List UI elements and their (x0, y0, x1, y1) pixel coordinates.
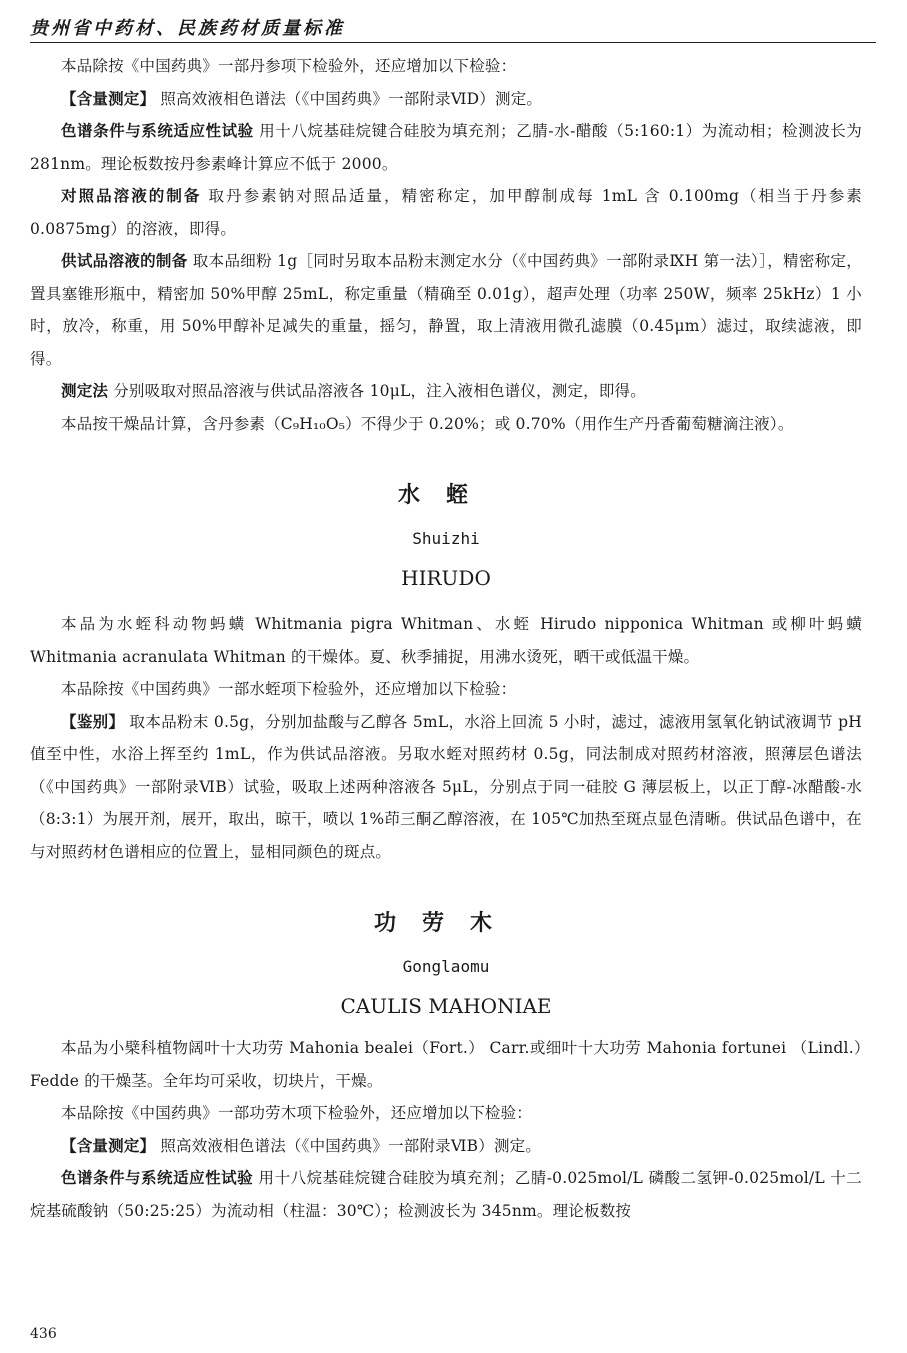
running-header (30, 10, 876, 43)
entry-gonglaomu (30, 906, 862, 1227)
paragraph (30, 375, 862, 408)
section-danshen-continued (30, 50, 862, 440)
paragraph-text: 本品除按《中国药典》一部丹参项下检验外，还应增加以下检验： (61, 57, 517, 75)
section-tag: 色谱条件与系统适应性试验 (61, 122, 254, 140)
entry-latin-name: HIRUDO (401, 566, 491, 590)
paragraph-text: 本品除按《中国药典》一部功劳木项下检验外，还应增加以下检验： (61, 1104, 533, 1122)
paragraph (30, 180, 862, 245)
paragraph-text: 取丹参素钠对照品适量，精密称定，加甲醇制成每 1mL 含 0.100mg（相当于丹参素 0.0875mg）的溶液，即得。 (30, 187, 862, 238)
paragraph (30, 673, 862, 706)
entry-title: 水蛭 (397, 483, 494, 508)
paragraph-text: 本品为水蛭科动物蚂蟥 Whitmania pigra Whitman、水蛭 Hirudo nipponica Whitman 或柳叶蚂蟥 Whitmania acranulata Whitman 的干燥体。夏、秋季捕捉，用沸水烫死，晒干或低温干燥。 (30, 615, 862, 666)
section-tag: 【含量测定】 (61, 89, 156, 108)
entry-pinyin: Shuizhi (412, 529, 480, 548)
paragraph-text: 本品为小檗科植物阔叶十大功劳 Mahonia bealei（Fort.） Carr.或细叶十大功劳 Mahonia fortunei （Lindl.）Fedde 的干燥茎。全年均可采收，切块片，干燥。 (30, 1039, 862, 1090)
paragraph-text: 本品按干燥品计算，含丹参素（C₉H₁₀O₅）不得少于 0.20%；或 0.70%（用作生产丹香葡萄糖滴注液）。 (61, 414, 794, 433)
section-tag: 测定法 (61, 382, 109, 400)
section-tag: 色谱条件与系统适应性试验 (61, 1169, 254, 1187)
entry-title: 功劳木 (373, 911, 518, 936)
paragraph (30, 245, 862, 375)
section-tag: 对照品溶液的制备 (61, 187, 202, 205)
section-tag: 【含量测定】 (61, 1136, 156, 1155)
paragraph (30, 1097, 862, 1130)
paragraph (30, 1032, 862, 1097)
header-title: 贵州省中药材、民族药材质量标准 (30, 18, 345, 39)
paragraph-text: 用十八烷基硅烷键合硅胶为填充剂；乙腈-0.025mol/L 磷酸二氢钾-0.025mol/L 十二烷基硫酸钠（50:25:25）为流动相（柱温：30℃）；检测波长为 345nm。理论板数按 (30, 1169, 862, 1220)
paragraph (30, 608, 862, 673)
paragraph-text: 照高效液相色谱法（《中国药典》一部附录ⅥD）测定。 (155, 89, 543, 108)
paragraph (30, 83, 862, 116)
paragraph-text: 用十八烷基硅烷键合硅胶为填充剂；乙腈-水-醋酸（5:160:1）为流动相；检测波长为 281nm。理论板数按丹参素峰计算应不低于 2000。 (30, 122, 862, 173)
section-tag: 供试品溶液的制备 (61, 252, 188, 270)
paragraph-text: 本品除按《中国药典》一部水蛭项下检验外，还应增加以下检验： (61, 680, 517, 698)
page-content (30, 50, 862, 1227)
paragraph (30, 408, 862, 441)
page-number: 436 (30, 1326, 57, 1342)
paragraph (30, 1162, 862, 1227)
paragraph (30, 1130, 862, 1163)
section-tag: 【鉴别】 (61, 712, 125, 731)
paragraph (30, 115, 862, 180)
entry-shuizhi (30, 478, 862, 868)
entry-latin-name: CAULIS MAHONIAE (340, 994, 552, 1018)
paragraph-text: 取本品粉末 0.5g，分别加盐酸与乙醇各 5mL，水浴上回流 5 小时，滤过，滤液用氢氧化钠试液调节 pH 值至中性，水浴上挥至约 1mL，作为供试品溶液。另取水蛭对照药材 0.5g，同法制成对照药材溶液，照薄层色谱法（《中国药典》一部附录ⅥB）试验，吸取上述两种溶液各 5μL，分别点于同一硅胶 G 薄层板上，以正丁醇-冰醋酸-水（8:3:1）为展开剂，展开，取出，晾干，喷以 1%茚三酮乙醇溶液，在 105℃加热至斑点显色清晰。供试品色谱中，在与对照药材色谱相应的位置上，显相同颜色的斑点。 (30, 712, 862, 861)
paragraph (30, 50, 862, 83)
paragraph-text: 取本品细粉 1g［同时另取本品粉末测定水分（《中国药典》一部附录ⅨH 第一法）］，精密称定，置具塞锥形瓶中，精密加 50%甲醇 25mL，称定重量（精确至 0.01g），超声处理（功率 250W，频率 25kHz）1 小时，放冷，称重，用 50%甲醇补足减失的重量，摇匀，静置，取上清液用微孔滤膜（0.45μm）滤过，取续滤液，即得。 (30, 252, 862, 368)
paragraph-text: 照高效液相色谱法（《中国药典》一部附录ⅥB）测定。 (155, 1136, 542, 1155)
paragraph-text: 分别吸取对照品溶液与供试品溶液各 10μL，注入液相色谱仪，测定，即得。 (108, 382, 646, 400)
paragraph (30, 706, 862, 869)
entry-pinyin: Gonglaomu (402, 957, 490, 976)
